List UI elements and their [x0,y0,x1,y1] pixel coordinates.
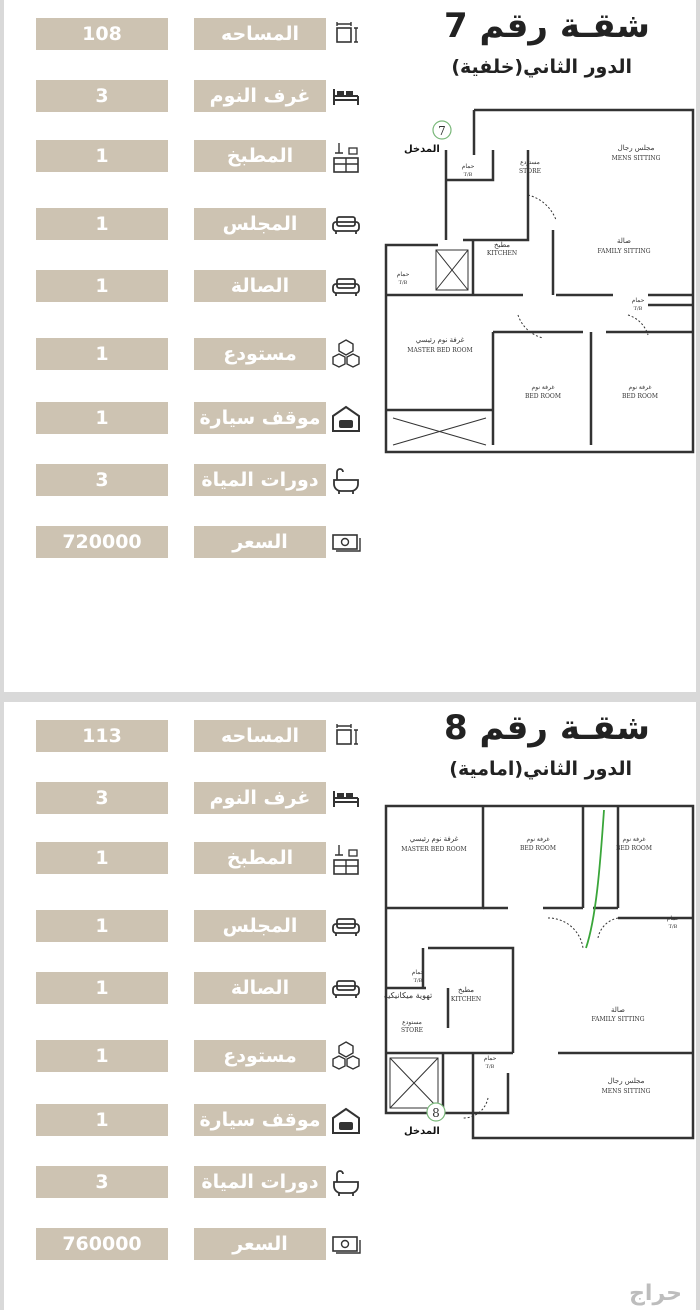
room-label: T/B [398,280,408,286]
area-value: 113 [36,720,168,752]
parking-value: 1 [36,402,168,434]
bathrooms-label: دورات المياة [194,1166,326,1198]
entry-number: 7 [438,124,446,138]
room-label: STORE [401,1027,423,1034]
garage-icon [331,1106,361,1136]
room-label: صالة [611,1006,625,1014]
bed-icon [331,81,361,111]
sofa-icon [331,271,361,301]
apartment-8-card [4,702,696,1310]
room-label: حمام [666,915,680,922]
bedrooms-value: 3 [36,80,168,112]
room-label: حمام [631,297,645,304]
majlis-value: 1 [36,208,168,240]
room-label: مجلس رجال [617,144,655,152]
price-label: السعر [194,1228,326,1260]
room-label: FAMILY SITTING [591,1016,645,1023]
kitchen-label: المطبخ [194,842,326,874]
apartment-floor: الدور الثاني(امامية) [449,758,632,780]
apartment-7-card [4,0,696,692]
hall-label: الصالة [194,972,326,1004]
storage-label: مستودع [194,1040,326,1072]
money-icon [331,1230,361,1260]
watermark-logo: حراج [629,1281,682,1306]
room-label: BED ROOM [615,845,653,852]
room-label: KITCHEN [486,250,518,257]
sofa-icon [331,209,361,239]
price-value: 720000 [36,526,168,558]
boxes-icon [331,338,361,368]
price-label: السعر [194,526,326,558]
sofa-icon [331,911,361,941]
boxes-icon [331,1040,361,1070]
room-label: BED ROOM [519,845,557,852]
room-label: BED ROOM [621,393,659,400]
majlis-label: المجلس [194,208,326,240]
price-value: 760000 [36,1228,168,1260]
apartment-title: شقـة رقم 8 [444,708,650,748]
room-label: T/B [485,1064,495,1070]
apartment-title: شقـة رقم 7 [444,6,650,46]
storage-label: مستودع [194,338,326,370]
area-label: المساحه [194,18,326,50]
room-label: STORE [519,168,541,175]
bathtub-icon [331,466,361,496]
parking-value: 1 [36,1104,168,1136]
storage-value: 1 [36,1040,168,1072]
room-label: مجلس رجال [607,1077,645,1085]
garage-icon [331,404,361,434]
storage-value: 1 [36,338,168,370]
kitchen-value: 1 [36,140,168,172]
room-label: حمام [411,969,425,976]
room-label: KITCHEN [450,996,482,1003]
bathrooms-value: 3 [36,1166,168,1198]
entry-label: المدخل [404,1126,440,1137]
hall-value: 1 [36,270,168,302]
room-label: MENS SITTING [611,155,661,162]
room-label: BED ROOM [524,393,562,400]
area-icon [331,19,361,49]
entry-label: المدخل [404,144,440,155]
kitchen-label: المطبخ [194,140,326,172]
parking-label: موقف سيارة [194,402,326,434]
bathtub-icon [331,1168,361,1198]
majlis-label: المجلس [194,910,326,942]
floor-plan [378,798,698,1144]
room-label: مستودع [402,1019,422,1026]
bed-icon [331,783,361,813]
room-label: مستودع [520,159,540,166]
room-label: MASTER BED ROOM [401,846,467,853]
room-label: تهوية ميكانيكية [383,991,433,1000]
kitchen-value: 1 [36,842,168,874]
room-label: صالة [617,237,631,245]
majlis-value: 1 [36,910,168,942]
room-label: غرفة نوم [628,384,652,391]
room-label: غرفة نوم رئيسي [409,835,459,843]
hall-label: الصالة [194,270,326,302]
room-label: حمام [461,163,475,170]
hall-value: 1 [36,972,168,1004]
area-label: المساحه [194,720,326,752]
entry-number: 8 [432,1106,440,1120]
bathrooms-label: دورات المياة [194,464,326,496]
apartment-floor: الدور الثاني(خلفية) [451,56,632,78]
bathrooms-value: 3 [36,464,168,496]
bedrooms-value: 3 [36,782,168,814]
kitchen-icon [331,842,361,876]
parking-label: موقف سيارة [194,1104,326,1136]
room-label: غرفة نوم رئيسي [415,336,465,344]
bedrooms-label: غرف النوم [194,782,326,814]
room-label: MENS SITTING [601,1088,651,1095]
room-label: حمام [483,1055,497,1062]
room-label: T/B [413,978,423,984]
area-value: 108 [36,18,168,50]
money-icon [331,528,361,558]
room-label: MASTER BED ROOM [407,347,473,354]
room-label: غرفة نوم [622,836,646,843]
room-label: T/B [668,924,678,930]
room-label: مطبخ [493,241,511,249]
room-label: حمام [396,271,410,278]
bedrooms-label: غرف النوم [194,80,326,112]
room-label: غرفة نوم [526,836,550,843]
kitchen-icon [331,140,361,174]
room-label: FAMILY SITTING [597,248,651,255]
room-label: T/B [633,306,643,312]
sofa-icon [331,973,361,1003]
room-label: T/B [463,172,473,178]
area-icon [331,721,361,751]
room-label: مطبخ [457,986,475,994]
room-label: غرفة نوم [531,384,555,391]
